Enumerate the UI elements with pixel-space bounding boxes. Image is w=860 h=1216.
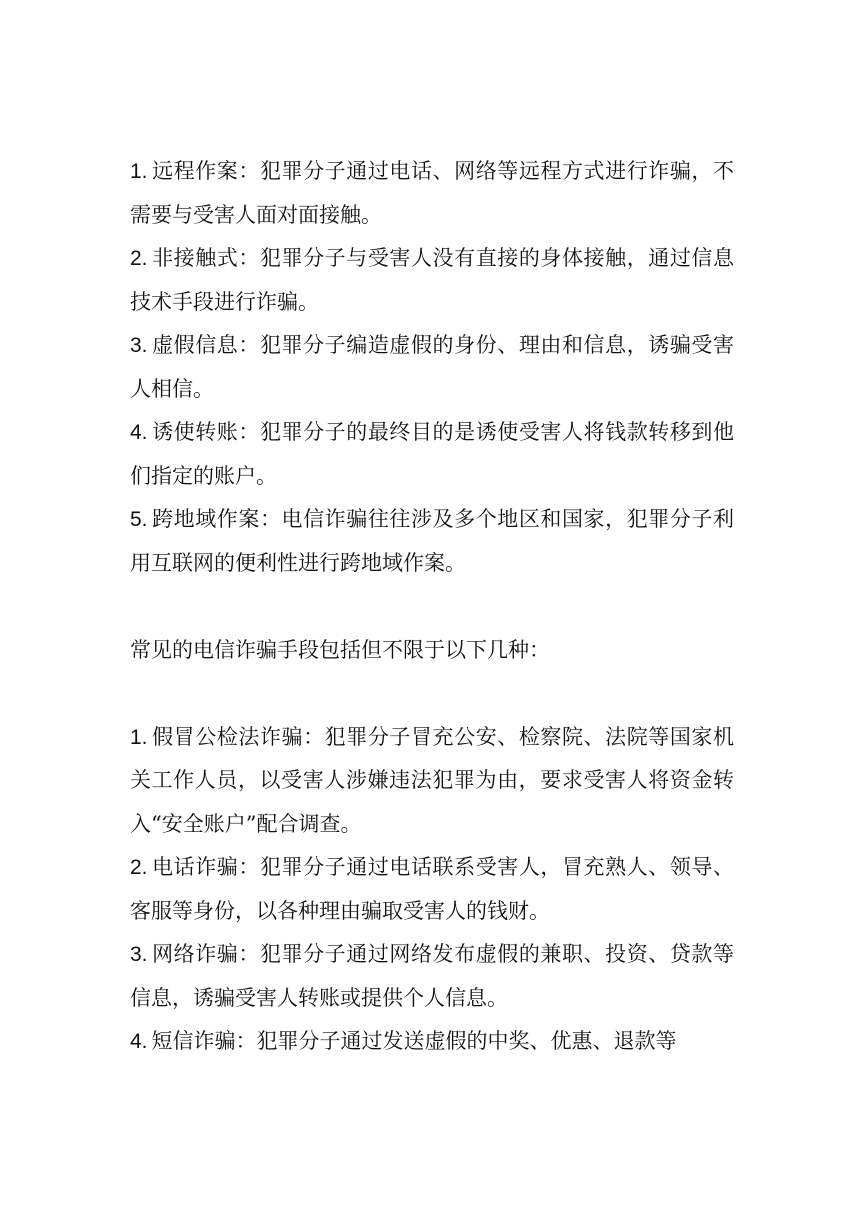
feature-item-1 (130, 150, 734, 237)
method-item-4 (130, 1020, 734, 1064)
list-number: 4. (130, 1030, 148, 1053)
feature-item-2 (130, 237, 734, 324)
list-text: 非接触式：犯罪分子与受害人没有直接的身体接触，通过信息技术手段进行诈骗。 (130, 246, 734, 314)
list-number: 2. (130, 247, 148, 270)
method-item-3 (130, 933, 734, 1020)
list-text: 虚假信息：犯罪分子编造虚假的身份、理由和信息，诱骗受害人相信。 (130, 333, 734, 401)
spacer (130, 585, 734, 629)
list-number: 3. (130, 943, 148, 966)
list-text: 远程作案：犯罪分子通过电话、网络等远程方式进行诈骗，不需要与受害人面对面接触。 (130, 159, 734, 227)
feature-item-5 (130, 498, 734, 585)
list-number: 3. (130, 334, 148, 357)
list-text: 跨地域作案：电信诈骗往往涉及多个地区和国家，犯罪分子利用互联网的便利性进行跨地域作案。 (130, 507, 734, 575)
list-text: 诱使转账：犯罪分子的最终目的是诱使受害人将钱款转移到他们指定的账户。 (130, 420, 734, 488)
document-body (130, 150, 734, 1064)
list-number: 4. (130, 421, 148, 444)
section-intro: 常见的电信诈骗手段包括但不限于以下几种： (130, 637, 550, 662)
list-text: 假冒公检法诈骗：犯罪分子冒充公安、检察院、法院等国家机关工作人员，以受害人涉嫌违法犯罪为由，要求受害人将资金转入“安全账户”配合调查。 (130, 724, 734, 836)
feature-item-3 (130, 324, 734, 411)
spacer (130, 672, 734, 716)
list-text: 短信诈骗：犯罪分子通过发送虚假的中奖、优惠、退款等 (151, 1029, 677, 1053)
list-text: 网络诈骗：犯罪分子通过网络发布虚假的兼职、投资、贷款等信息，诱骗受害人转账或提供个人信息。 (130, 942, 734, 1010)
list-number: 1. (130, 160, 148, 183)
list-text: 电话诈骗：犯罪分子通过电话联系受害人，冒充熟人、领导、客服等身份，以各种理由骗取受害人的钱财。 (130, 855, 734, 923)
list-number: 1. (130, 725, 148, 749)
method-item-1 (130, 716, 734, 847)
list-number: 5. (130, 508, 148, 531)
feature-item-4 (130, 411, 734, 498)
list-number: 2. (130, 856, 148, 879)
method-item-2 (130, 846, 734, 933)
